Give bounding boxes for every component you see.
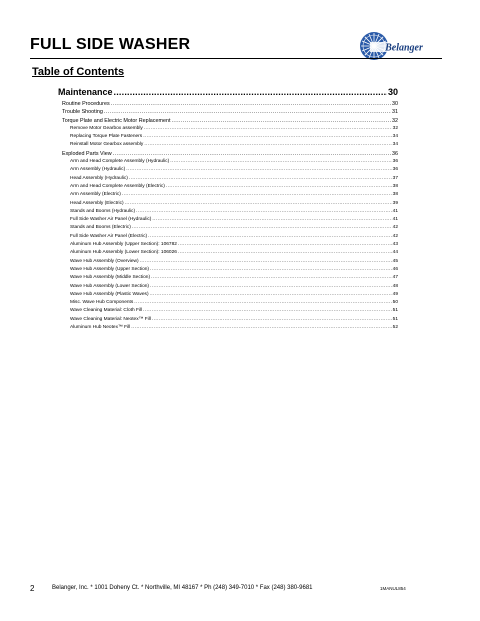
toc-leader-dots [148, 233, 392, 241]
page-footer [30, 584, 450, 598]
toc-entry-page: 41 [392, 217, 398, 223]
toc-entry[interactable] [58, 299, 398, 307]
toc-entry-page: 51 [392, 316, 398, 322]
toc-entry[interactable] [58, 125, 398, 133]
toc-entry-page: 36 [392, 159, 398, 165]
toc-entry-label: Aluminum Hub Assembly (Upper Section): 106782 [70, 242, 177, 248]
toc-entry-page: 34 [392, 134, 398, 140]
toc-entry[interactable] [58, 283, 398, 291]
toc-entry-label: Wave Hub Assembly (Plastic Waves) [70, 291, 149, 297]
toc-entry[interactable] [58, 117, 398, 125]
toc-entry-page: 34 [392, 142, 398, 148]
toc-entry[interactable] [58, 266, 398, 274]
toc-entry-page: 32 [392, 125, 398, 131]
toc-entry-label: Arm Assembly (Hydraulic) [70, 167, 126, 173]
toc-leader-dots [144, 141, 391, 149]
toc-entry[interactable] [58, 208, 398, 216]
toc-entry-page: 49 [392, 291, 398, 297]
toc-entry-label: Exploded Parts View [62, 150, 112, 157]
toc-entry[interactable] [58, 158, 398, 166]
toc-entry-label: Routine Procedures [62, 101, 110, 107]
toc-entry[interactable] [58, 324, 398, 332]
toc-entry-label: Wave Cleaning Material: Cloth Fill [70, 308, 143, 314]
toc-entry-page: 37 [392, 175, 398, 181]
toc-entry-label: Wave Hub Assembly (Overview) [70, 258, 139, 264]
toc-leader-dots [150, 291, 392, 299]
toc-entry-page: 52 [392, 325, 398, 331]
toc-entry-page: 42 [392, 225, 398, 231]
toc-leader-dots [132, 224, 392, 232]
toc-entry-page: 47 [392, 275, 398, 281]
toc-entry-page: 45 [392, 258, 398, 264]
toc-entry[interactable] [58, 108, 398, 116]
toc-entry-page: 39 [392, 200, 398, 206]
toc-entry-page: 50 [392, 300, 398, 306]
logo-wordmark: Belanger [385, 42, 423, 54]
toc-leader-dots [129, 175, 392, 183]
toc-leader-dots [122, 191, 392, 199]
toc-leader-dots [140, 258, 392, 266]
toc-leader-dots [150, 266, 392, 274]
toc-leader-dots [134, 299, 391, 307]
toc-entry-label: Full Side Washer Air Panel (Electric) [70, 233, 148, 239]
toc-leader-dots [144, 125, 392, 133]
toc-entry[interactable] [58, 258, 398, 266]
document-title: FULL SIDE WASHER [30, 36, 191, 53]
toc-entry-label: Stands and Booms (Hydraulic) [70, 208, 136, 214]
toc-entry[interactable] [58, 291, 398, 299]
toc-leader-dots [170, 158, 391, 166]
page-number: 2 [30, 584, 35, 593]
toc-leader-dots [152, 216, 391, 224]
toc-leader-dots [143, 133, 391, 141]
toc-entry-label: Aluminum Hub Neotex™ Fill [70, 325, 131, 331]
toc-leader-dots [125, 200, 392, 208]
toc-entry-page: 41 [392, 208, 398, 214]
toc-leader-dots [114, 86, 387, 99]
toc-entry[interactable] [58, 274, 398, 282]
toc-leader-dots [143, 307, 392, 315]
toc-entry[interactable] [58, 183, 398, 191]
toc-entry[interactable] [58, 191, 398, 199]
toc-entry-label: Full Side Washer Air Panel (Hydraulic) [70, 217, 152, 223]
toc-entry[interactable] [58, 150, 398, 158]
toc-leader-dots [152, 316, 392, 324]
toc-entry-label: Wave Cleaning Material: Neotex™ Fill [70, 316, 151, 322]
toc-leader-dots [178, 249, 392, 257]
toc-entry[interactable] [58, 241, 398, 249]
toc-entry[interactable] [58, 175, 398, 183]
toc-entry-label: Wave Hub Assembly (Middle Section) [70, 275, 151, 281]
toc-leader-dots [166, 183, 392, 191]
toc-entry-label: Misc. Wave Hub Components [70, 300, 134, 306]
toc-entry[interactable] [58, 141, 398, 149]
toc-leader-dots [171, 117, 391, 125]
toc-entry[interactable] [58, 216, 398, 224]
toc-entry-label: Maintenance [58, 87, 113, 97]
document-code: 1MANUL854 [380, 586, 406, 591]
toc-entry-label: Stands and Booms (Electric) [70, 225, 131, 231]
toc-entry-label: Arm and Head Complete Assembly (Hydraulic) [70, 159, 170, 165]
toc-leader-dots [178, 241, 392, 249]
toc-entry-page: 44 [392, 250, 398, 256]
toc-list [58, 86, 398, 332]
toc-entry-label: Arm Assembly (Electric) [70, 192, 121, 198]
toc-leader-dots [111, 100, 391, 108]
toc-entry-page: 31 [392, 109, 398, 116]
toc-heading: Table of Contents [32, 66, 125, 78]
toc-entry-label: Arm and Head Complete Assembly (Electric) [70, 183, 165, 189]
toc-leader-dots [150, 283, 392, 291]
toc-leader-dots [104, 108, 391, 116]
toc-entry-page: 38 [392, 192, 398, 198]
toc-entry-page: 30 [392, 101, 398, 107]
toc-entry[interactable] [58, 307, 398, 315]
toc-entry-label: Reinstall Motor Gearbox assembly [70, 142, 144, 148]
toc-entry[interactable] [58, 133, 398, 141]
toc-entry-page: 38 [392, 183, 398, 189]
toc-entry-page: 30 [387, 87, 398, 97]
toc-leader-dots [131, 324, 391, 332]
toc-entry-label: Torque Plate and Electric Motor Replacement [62, 117, 171, 124]
toc-leader-dots [113, 150, 391, 158]
toc-entry-page: 46 [392, 266, 398, 272]
header-rule [30, 58, 442, 59]
toc-leader-dots [126, 166, 391, 174]
toc-entry-page: 48 [392, 283, 398, 289]
toc-entry-page: 36 [392, 150, 398, 157]
toc-entry[interactable] [58, 224, 398, 232]
toc-entry-page: 42 [392, 233, 398, 239]
toc-entry-label: Remove Motor Gearbox assembly [70, 125, 143, 131]
toc-entry[interactable] [58, 233, 398, 241]
toc-entry[interactable] [58, 316, 398, 324]
toc-entry-page: 36 [392, 167, 398, 173]
toc-entry-label: Head Assembly (Hydraulic) [70, 175, 128, 181]
toc-entry[interactable] [58, 200, 398, 208]
toc-leader-dots [151, 274, 392, 282]
toc-leader-dots [136, 208, 392, 216]
toc-entry[interactable] [58, 249, 398, 257]
toc-entry-label: Head Assembly (Electric) [70, 200, 124, 206]
toc-entry-label: Trouble Shooting [62, 109, 103, 116]
toc-entry-page: 43 [392, 242, 398, 248]
toc-entry-label: Wave Hub Assembly (Lower Section) [70, 283, 150, 289]
toc-entry-label: Replacing Torque Plate Fasteners [70, 134, 143, 140]
toc-entry-label: Aluminum Hub Assembly (Lower Section): 106026 [70, 250, 177, 256]
toc-entry[interactable] [58, 86, 398, 99]
toc-entry[interactable] [58, 166, 398, 174]
footer-address: Belanger, Inc. * 1001 Doheny Ct. * Northville, MI 48167 * Ph (248) 349-7010 * Fax (248) 380-9681 [52, 585, 313, 591]
toc-entry-page: 32 [392, 117, 398, 124]
toc-entry-label: Wave Hub Assembly (Upper Section) [70, 266, 150, 272]
toc-entry-page: 51 [392, 308, 398, 314]
toc-entry[interactable] [58, 100, 398, 108]
